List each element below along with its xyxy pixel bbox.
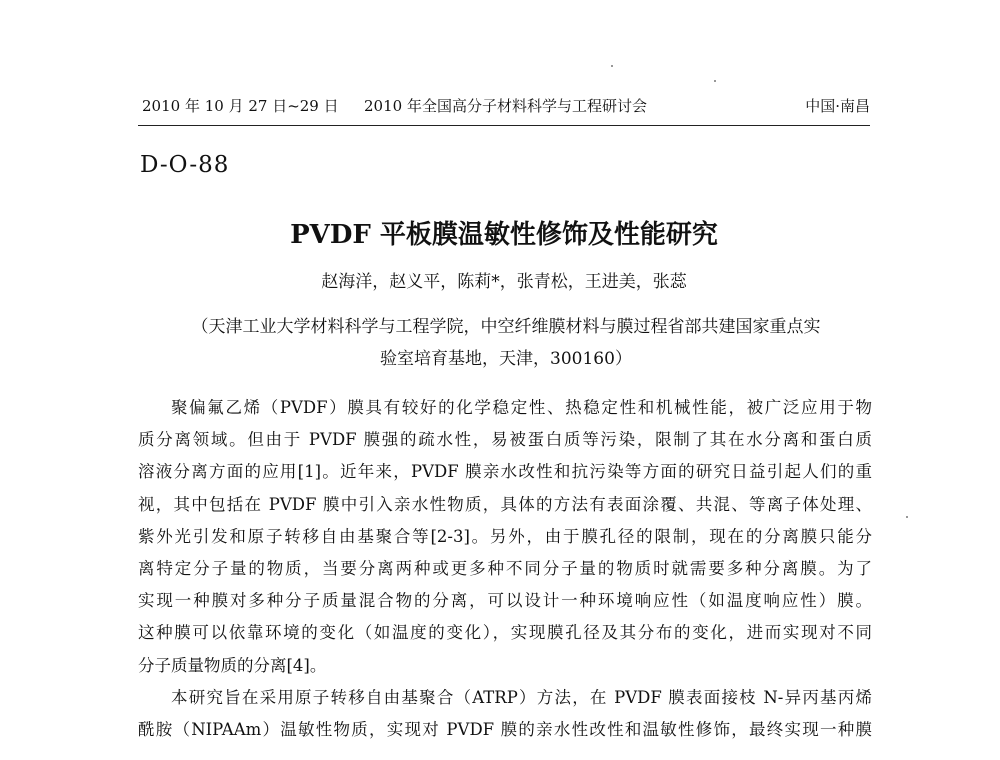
scan-speck <box>611 65 613 67</box>
running-header <box>138 92 870 120</box>
affiliation-line: 验室培育基地，天津，300160） <box>380 349 632 369</box>
scan-speck <box>714 80 716 82</box>
body-line: 酰胺（NIPAAm）温敏性物质，实现对 PVDF 膜的亲水性改性和温敏性修饰，最终实现一种膜 <box>138 720 872 740</box>
paper-title: PVDF 平板膜温敏性修饰及性能研究 <box>290 220 718 250</box>
scan-speck <box>906 516 908 518</box>
body-text <box>138 392 872 746</box>
body-line: 质分离领域。但由于 PVDF 膜强的疏水性，易被蛋白质等污染，限制了其在水分离和蛋白质 <box>138 430 872 450</box>
header-location: 中国·南昌 <box>805 97 870 115</box>
body-line: 分子质量物质的分离[4]。 <box>138 655 327 675</box>
body-line: 离特定分子量的物质，当要分离两种或更多种不同分子量的物质时就需要多种分离膜。为了 <box>138 559 872 579</box>
header-conference: 2010 年全国高分子材料科学与工程研讨会 <box>364 97 647 115</box>
paper-code: D-O-88 <box>140 152 230 178</box>
body-line: 溶液分离方面的应用[1]。近年来，PVDF 膜亲水改性和抗污染等方面的研究日益引起人们的重 <box>138 462 872 482</box>
affiliation-line: （天津工业大学材料科学与工程学院，中空纤维膜材料与膜过程省部共建国家重点实 <box>191 317 821 337</box>
body-line: 聚偏氟乙烯（PVDF）膜具有较好的化学稳定性、热稳定性和机械性能，被广泛应用于物 <box>171 398 872 417</box>
body-line: 这种膜可以依靠环境的变化（如温度的变化），实现膜孔径及其分布的变化，进而实现对不同 <box>138 623 872 643</box>
body-line: 视，其中包括在 PVDF 膜中引入亲水性物质，具体的方法有表面涂覆、共混、等离子体处理、 <box>138 494 872 514</box>
header-date: 2010 年 10 月 27 日~29 日 <box>142 97 339 115</box>
body-line: 紫外光引发和原子转移自由基聚合等[2-3]。另外，由于膜孔径的限制，现在的分离膜只能分 <box>138 526 872 546</box>
body-line: 本研究旨在采用原子转移自由基聚合（ATRP）方法，在 PVDF 膜表面接枝 N-异丙基丙烯 <box>171 687 872 707</box>
author-list: 赵海洋，赵义平，陈莉*，张青松，王进美，张蕊 <box>321 272 687 292</box>
affiliation <box>148 311 864 375</box>
body-line: 实现一种膜对多种分子质量混合物的分离，可以设计一种环境响应性（如温度响应性）膜。 <box>138 591 872 611</box>
header-rule <box>138 125 870 126</box>
